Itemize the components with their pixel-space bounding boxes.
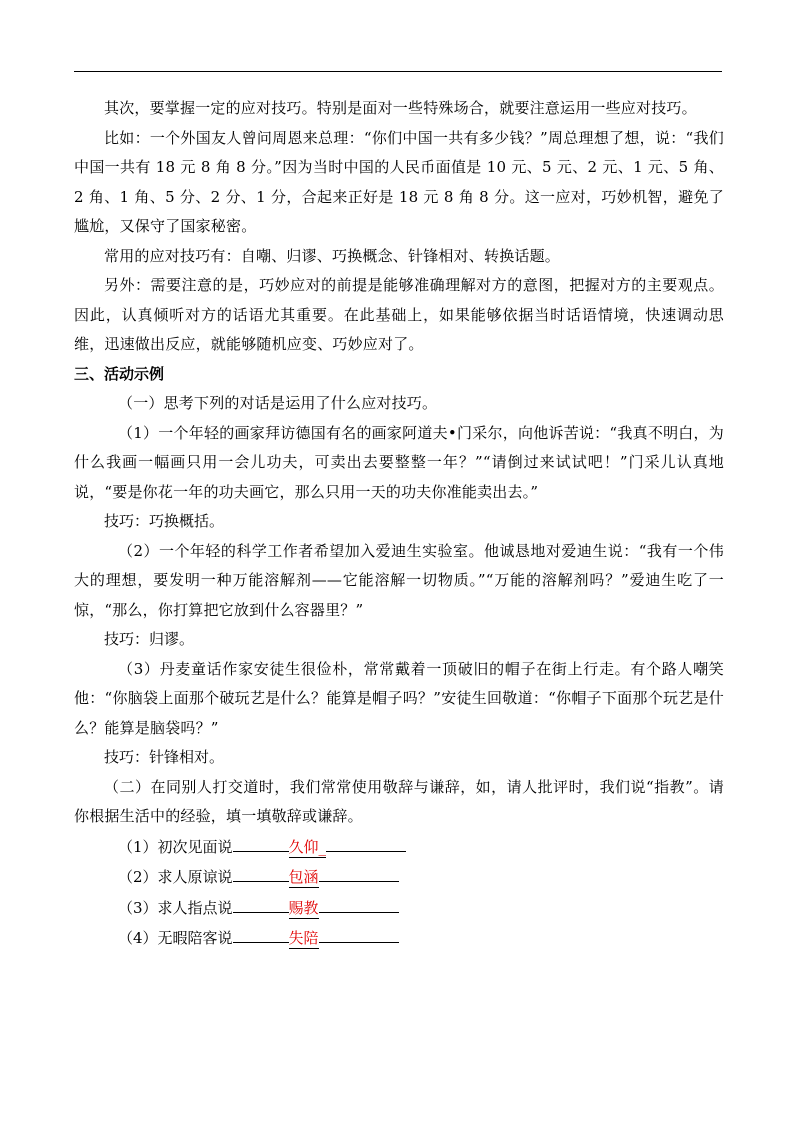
fill-item-4 — [74, 923, 724, 954]
fill-item-2 — [74, 862, 724, 893]
fill-item-2-prompt: （2）求人原谅说 — [118, 868, 233, 886]
fill-item-3 — [74, 893, 724, 924]
document-body — [74, 94, 724, 954]
fill-blank-3a — [233, 893, 289, 913]
paragraph-example-zhou: 比如：一个外国友人曾问周恩来总理：“你们中国一共有多少钱？”周总理想了想，说：“我们中国一共有 18 元 8 角 8 分。”因为当时中国的人民币面值是 10 元、5 元、2 元、1 元、5 角、2 角、1 角、5 分、2 分、1 分，合起来正好是 18 元 8 角 8 分。这一应对，巧妙机智，避免了尴尬，又保守了国家秘密。 — [74, 128, 724, 235]
fill-blank-4b — [319, 923, 399, 943]
paragraph-coping-skills: 其次，要掌握一定的应对技巧。特别是面对一些特殊场合，就要注意运用一些应对技巧。 — [104, 99, 697, 117]
fill-blank-1a — [233, 832, 289, 852]
fill-item-4-prompt: （4）无暇陪客说 — [118, 929, 233, 947]
example-2-text: （2）一个年轻的科学工作者希望加入爱迪生实验室。他诚恳地对爱迪生说：“我有一个伟大的理想，要发明一种万能溶解剂——它能溶解一切物质。”“万能的溶解剂吗？”爱迪生吃了一惊，“那么，你打算把它放到什么容器里？” — [74, 541, 724, 619]
fill-item-1 — [74, 832, 724, 863]
fill-answer-2-line — [289, 867, 319, 888]
example-2-technique: 技巧：归谬。 — [104, 630, 195, 648]
part2-intro: （二）在同别人打交道时，我们常常使用敬辞与谦辞，如，请人批评时，我们说“指教”。请你根据生活中的经验，填一填敬辞或谦辞。 — [74, 777, 724, 825]
paragraph-common-skills: 常用的应对技巧有：自嘲、归谬、巧换概念、针锋相对、转换话题。 — [104, 246, 561, 265]
fill-answer-1: 久仰_ — [288, 837, 327, 856]
fill-blank-4a — [233, 923, 289, 943]
fill-blank-1b — [326, 832, 406, 852]
fill-answer-4: 失陪 — [288, 929, 319, 947]
example-3-text: （3）丹麦童话作家安徒生很俭朴，常常戴着一顶破旧的帽子在街上行走。有个路人嘲笑他：“你脑袋上面那个破玩艺是什么？能算是帽子吗？”安徒生回敬道：“你帽子下面那个玩艺是什么？能算是脑袋吗？” — [74, 659, 724, 737]
fill-blank-2b — [319, 862, 399, 882]
paragraph-note: 另外：需要注意的是，巧妙应对的前提是能够准确理解对方的意图，把握对方的主要观点。因此，认真倾听对方的话语尤其重要。在此基础上，如果能够依据当时话语情境，快速调动思维，迅速做出反应，就能够随机应变、巧妙应对了。 — [74, 276, 724, 353]
example-1-text: （1）一个年轻的画家拜访德国有名的画家阿道夫•门采尔，向他诉苦说：“我真不明白，为什么我画一幅画只用一会儿功夫，可卖出去要整整一年？”“请倒过来试试吧！”门采儿认真地说，“要是你花一年的功夫画它，那么只用一天的功夫你准能卖出去。” — [74, 423, 724, 501]
example-1-technique: 技巧：巧换概括。 — [104, 512, 225, 530]
fill-answer-2: 包涵 — [288, 868, 319, 886]
fill-item-1-prompt: （1）初次见面说 — [118, 837, 233, 856]
fill-answer-3-line — [289, 898, 319, 919]
fill-blank-2a — [233, 862, 289, 882]
fill-answer-4-line — [289, 928, 319, 949]
fill-item-3-prompt: （3）求人指点说 — [118, 898, 233, 917]
section-heading: 三、活动示例 — [74, 364, 165, 383]
fill-answer-3: 赐教 — [288, 898, 319, 917]
fill-answer-1-line — [289, 837, 327, 858]
header-rule — [74, 71, 722, 72]
part1-intro: （一）思考下列的对话是运用了什么应对技巧。 — [118, 394, 438, 412]
fill-blank-3b — [319, 893, 399, 913]
example-3-technique: 技巧：针锋相对。 — [104, 748, 225, 766]
